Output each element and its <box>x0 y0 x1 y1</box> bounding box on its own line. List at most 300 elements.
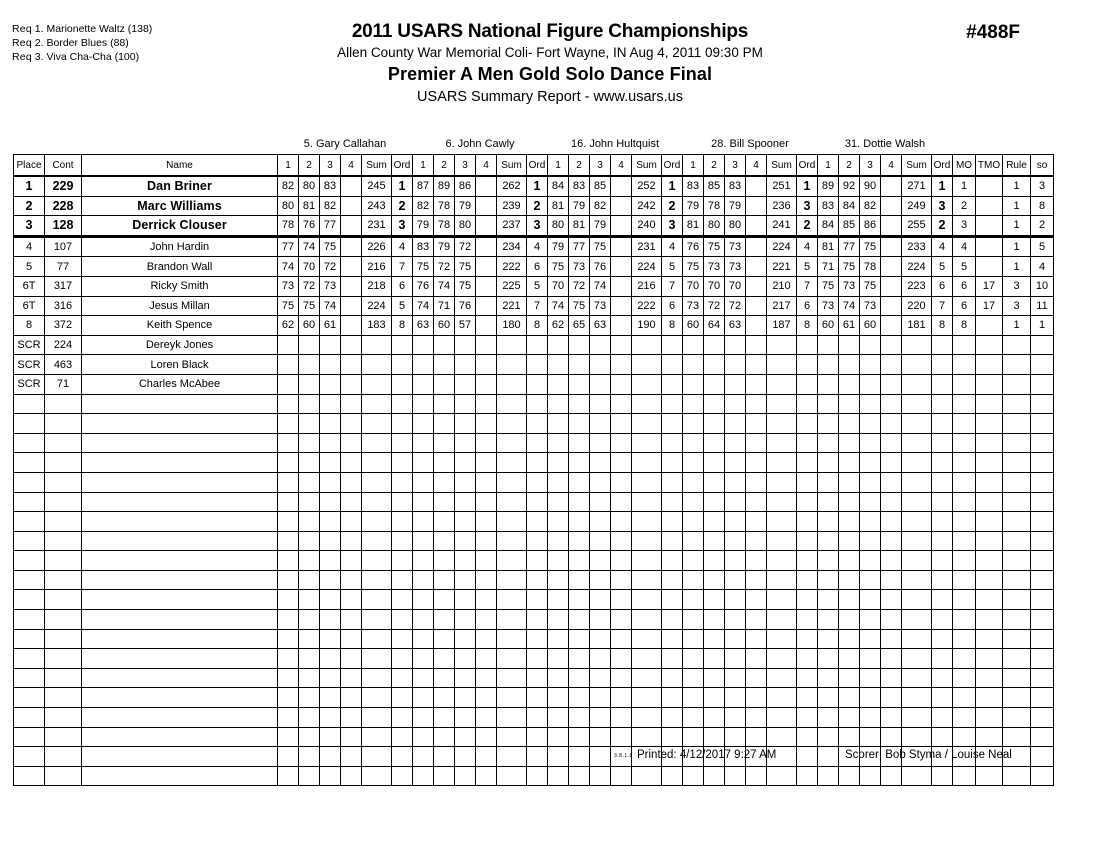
cell-judge5-score2: 84 <box>839 196 860 216</box>
cell-judge2-score4 <box>476 727 497 747</box>
judge-header-2: 6. John Cawly <box>445 137 515 150</box>
cell-cont <box>45 747 82 767</box>
cell-judge5-sum <box>902 610 932 630</box>
judge-header-3: 16. John Hultquist <box>570 137 660 150</box>
cell-judge3-score1: 80 <box>548 216 569 237</box>
cell-judge5-sum <box>902 335 932 355</box>
cell-judge3-score1 <box>548 492 569 512</box>
cell-judge3-score4 <box>611 531 632 551</box>
cell-judge1-sum <box>362 590 392 610</box>
cell-judge2-score2 <box>434 531 455 551</box>
cell-judge5-ord <box>932 453 953 473</box>
cell-judge3-score3 <box>590 394 611 414</box>
cell-judge1-score1: 73 <box>278 276 299 296</box>
cell-judge4-score4 <box>746 374 767 394</box>
cell-judge4-score2 <box>704 492 725 512</box>
cell-judge2-score2 <box>434 433 455 453</box>
cell-judge1-sum <box>362 394 392 414</box>
cell-judge4-sum: 187 <box>767 316 797 336</box>
cell-judge5-ord <box>932 610 953 630</box>
cell-judge1-score1 <box>278 708 299 728</box>
venue-line: Allen County War Memorial Coli- Fort Wayne, IN Aug 4, 2011 09:30 PM <box>337 45 763 60</box>
cell-judge2-score3: 57 <box>455 316 476 336</box>
column-header-judge1-ord: Ord <box>392 155 413 177</box>
cell-judge1-score4 <box>341 492 362 512</box>
cell-judge4-ord <box>797 512 818 532</box>
cell-so <box>1031 512 1054 532</box>
cell-judge2-score4 <box>476 747 497 767</box>
cell-judge2-sum: 225 <box>497 276 527 296</box>
cell-judge5-sum <box>902 414 932 434</box>
table-row[interactable] <box>14 296 1054 316</box>
cell-judge3-score3 <box>590 766 611 786</box>
column-header-judge5-score3: 3 <box>860 155 881 177</box>
cell-judge2-ord <box>527 453 548 473</box>
column-header-judge2-ord: Ord <box>527 155 548 177</box>
table-row-blank[interactable] <box>14 492 1054 512</box>
cell-so <box>1031 727 1054 747</box>
cell-place <box>14 727 45 747</box>
cell-judge2-ord <box>527 590 548 610</box>
version-text: 3.8.1.8 <box>614 753 633 759</box>
cell-judge4-score1 <box>683 414 704 434</box>
cell-judge3-score2 <box>569 433 590 453</box>
cell-so <box>1031 531 1054 551</box>
cell-judge1-score1 <box>278 374 299 394</box>
cell-judge4-score2: 80 <box>704 216 725 237</box>
cell-judge5-sum <box>902 727 932 747</box>
cell-judge2-score1 <box>413 570 434 590</box>
cell-judge4-ord <box>797 727 818 747</box>
cell-judge5-ord <box>932 512 953 532</box>
table-row-blank[interactable] <box>14 590 1054 610</box>
cell-judge2-score2 <box>434 766 455 786</box>
cell-cont: 229 <box>45 176 82 196</box>
cell-cont <box>45 649 82 669</box>
cell-judge1-score2 <box>299 374 320 394</box>
cell-judge5-score4 <box>881 551 902 571</box>
cell-rule <box>1003 766 1031 786</box>
requirement-number: 3. <box>34 51 44 63</box>
cell-judge4-score1: 83 <box>683 176 704 196</box>
cell-judge3-ord <box>662 727 683 747</box>
cell-name <box>82 688 278 708</box>
cell-judge3-score2 <box>569 453 590 473</box>
table-row[interactable] <box>14 355 1054 375</box>
cell-so <box>1031 335 1054 355</box>
cell-mo <box>953 472 976 492</box>
cell-judge1-score2 <box>299 766 320 786</box>
cell-judge5-score3 <box>860 394 881 414</box>
cell-judge4-score3: 63 <box>725 316 746 336</box>
cell-judge2-ord <box>527 335 548 355</box>
cell-name <box>82 668 278 688</box>
cell-judge1-score1 <box>278 433 299 453</box>
cell-judge4-score3 <box>725 492 746 512</box>
cell-judge5-score4 <box>881 531 902 551</box>
cell-judge3-score1 <box>548 512 569 532</box>
cell-judge3-score2 <box>569 708 590 728</box>
cell-judge4-sum <box>767 355 797 375</box>
cell-place: 1 <box>14 176 45 196</box>
cell-judge4-score3 <box>725 590 746 610</box>
cell-rule <box>1003 531 1031 551</box>
cell-judge1-ord <box>392 472 413 492</box>
cell-judge4-score4 <box>746 176 767 196</box>
cell-judge5-sum <box>902 492 932 512</box>
cell-judge1-score1: 74 <box>278 257 299 277</box>
table-row-blank[interactable] <box>14 708 1054 728</box>
cell-judge4-sum <box>767 531 797 551</box>
cell-judge1-sum <box>362 335 392 355</box>
cell-judge5-score4 <box>881 335 902 355</box>
cell-judge1-ord: 7 <box>392 257 413 277</box>
cell-judge1-ord: 6 <box>392 276 413 296</box>
cell-name <box>82 747 278 767</box>
cell-judge5-score3: 90 <box>860 176 881 196</box>
cell-judge2-score4 <box>476 472 497 492</box>
cell-judge3-score1 <box>548 355 569 375</box>
cell-judge5-ord <box>932 414 953 434</box>
table-row[interactable] <box>14 316 1054 336</box>
table-row-blank[interactable] <box>14 688 1054 708</box>
cell-judge4-ord: 4 <box>797 236 818 257</box>
cell-cont <box>45 394 82 414</box>
cell-judge4-score3 <box>725 355 746 375</box>
cell-judge1-sum <box>362 708 392 728</box>
results-table-body <box>14 133 1054 786</box>
cell-cont <box>45 708 82 728</box>
cell-judge1-sum <box>362 492 392 512</box>
cell-judge5-score1: 83 <box>818 196 839 216</box>
table-row[interactable] <box>14 257 1054 277</box>
cell-judge3-score4 <box>611 708 632 728</box>
cell-judge2-score2 <box>434 688 455 708</box>
cell-judge4-score2 <box>704 629 725 649</box>
cell-judge2-score1: 76 <box>413 276 434 296</box>
cell-rule: 1 <box>1003 196 1031 216</box>
cell-judge1-score2 <box>299 492 320 512</box>
cell-judge5-score2: 74 <box>839 296 860 316</box>
cell-judge4-score2 <box>704 708 725 728</box>
cell-so: 4 <box>1031 257 1054 277</box>
cell-judge4-score4 <box>746 453 767 473</box>
cell-judge3-ord <box>662 570 683 590</box>
cell-name <box>82 414 278 434</box>
cell-judge4-score2 <box>704 610 725 630</box>
cell-judge5-score4 <box>881 766 902 786</box>
column-header-name: Name <box>82 155 278 177</box>
cell-judge4-score1 <box>683 335 704 355</box>
table-row-blank[interactable] <box>14 766 1054 786</box>
cell-so: 8 <box>1031 196 1054 216</box>
cell-judge2-score4 <box>476 512 497 532</box>
cell-judge3-score2 <box>569 335 590 355</box>
cell-judge2-score3 <box>455 649 476 669</box>
cell-name <box>82 394 278 414</box>
cell-judge4-score1 <box>683 766 704 786</box>
cell-judge2-score3: 79 <box>455 196 476 216</box>
cell-judge1-score3 <box>320 492 341 512</box>
cell-judge2-score3: 75 <box>455 257 476 277</box>
cell-judge4-ord <box>797 688 818 708</box>
table-row-blank[interactable] <box>14 727 1054 747</box>
cell-place <box>14 453 45 473</box>
cell-judge4-score2: 75 <box>704 236 725 257</box>
cell-judge1-ord <box>392 551 413 571</box>
cell-mo <box>953 766 976 786</box>
table-row-blank[interactable] <box>14 668 1054 688</box>
cell-judge2-sum <box>497 688 527 708</box>
cell-judge3-score2 <box>569 512 590 532</box>
table-row-blank[interactable] <box>14 453 1054 473</box>
cell-judge2-score3: 86 <box>455 176 476 196</box>
table-row-blank[interactable] <box>14 433 1054 453</box>
cell-judge3-ord <box>662 394 683 414</box>
table-row-blank[interactable] <box>14 610 1054 630</box>
cell-cont: 316 <box>45 296 82 316</box>
cell-judge2-ord: 8 <box>527 316 548 336</box>
cell-judge5-score1 <box>818 649 839 669</box>
cell-mo <box>953 649 976 669</box>
cell-judge4-sum: 224 <box>767 236 797 257</box>
cell-judge2-score4 <box>476 708 497 728</box>
cell-so <box>1031 414 1054 434</box>
cell-judge3-score4 <box>611 414 632 434</box>
table-row-blank[interactable] <box>14 531 1054 551</box>
cell-judge5-score4 <box>881 708 902 728</box>
cell-judge1-score3 <box>320 355 341 375</box>
cell-judge3-score1 <box>548 374 569 394</box>
cell-judge5-score4 <box>881 374 902 394</box>
cell-judge5-score1 <box>818 492 839 512</box>
cell-mo <box>953 708 976 728</box>
cell-name <box>82 766 278 786</box>
cell-place <box>14 766 45 786</box>
cell-judge5-ord <box>932 472 953 492</box>
cell-judge5-sum: 255 <box>902 216 932 237</box>
cell-judge3-score1 <box>548 708 569 728</box>
cell-judge3-sum <box>632 688 662 708</box>
cell-judge3-sum <box>632 531 662 551</box>
cell-judge1-score3 <box>320 512 341 532</box>
table-row-blank[interactable] <box>14 649 1054 669</box>
cell-so: 5 <box>1031 236 1054 257</box>
cell-judge1-score2 <box>299 355 320 375</box>
cell-judge5-sum <box>902 668 932 688</box>
cell-judge3-score3 <box>590 433 611 453</box>
cell-judge4-score3 <box>725 708 746 728</box>
cell-judge5-ord <box>932 590 953 610</box>
table-row-blank[interactable] <box>14 512 1054 532</box>
cell-so: 10 <box>1031 276 1054 296</box>
cell-judge5-score1: 84 <box>818 216 839 237</box>
cell-judge2-sum <box>497 551 527 571</box>
cell-judge4-score3 <box>725 472 746 492</box>
cell-judge3-sum: 216 <box>632 276 662 296</box>
cell-judge1-ord <box>392 492 413 512</box>
cell-judge5-score1 <box>818 531 839 551</box>
cell-judge3-score1: 75 <box>548 257 569 277</box>
cell-judge2-sum: 221 <box>497 296 527 316</box>
cell-tmo <box>976 414 1003 434</box>
table-row-blank[interactable] <box>14 414 1054 434</box>
cell-judge2-ord <box>527 708 548 728</box>
cell-judge4-ord <box>797 414 818 434</box>
cell-judge4-sum <box>767 512 797 532</box>
cell-mo <box>953 394 976 414</box>
cell-judge2-score2 <box>434 590 455 610</box>
cell-judge5-score1: 89 <box>818 176 839 196</box>
cell-place: 6T <box>14 296 45 316</box>
cell-mo <box>953 433 976 453</box>
cell-judge1-score1: 62 <box>278 316 299 336</box>
cell-judge4-ord <box>797 394 818 414</box>
cell-judge2-score3: 72 <box>455 236 476 257</box>
cell-judge4-score3: 83 <box>725 176 746 196</box>
cell-judge2-score4 <box>476 296 497 316</box>
cell-judge2-score2 <box>434 668 455 688</box>
cell-judge4-sum <box>767 766 797 786</box>
table-row-blank[interactable] <box>14 551 1054 571</box>
cell-judge4-score1 <box>683 629 704 649</box>
cell-judge1-sum <box>362 531 392 551</box>
cell-judge4-score1 <box>683 531 704 551</box>
cell-judge1-sum <box>362 649 392 669</box>
cell-judge1-sum <box>362 668 392 688</box>
cell-judge4-score4 <box>746 727 767 747</box>
cell-judge5-ord: 1 <box>932 176 953 196</box>
cell-judge5-ord <box>932 355 953 375</box>
cell-judge4-score4 <box>746 610 767 630</box>
cell-rule <box>1003 649 1031 669</box>
cell-judge1-score1 <box>278 727 299 747</box>
cell-judge4-sum <box>767 629 797 649</box>
cell-judge1-score4 <box>341 414 362 434</box>
cell-judge4-ord: 5 <box>797 257 818 277</box>
cell-judge4-score1 <box>683 727 704 747</box>
cell-judge4-ord <box>797 433 818 453</box>
cell-judge3-score3 <box>590 335 611 355</box>
cell-judge1-score3 <box>320 766 341 786</box>
cell-judge4-score2: 72 <box>704 296 725 316</box>
cell-judge2-sum <box>497 472 527 492</box>
cell-judge2-sum <box>497 668 527 688</box>
cell-judge4-score4 <box>746 257 767 277</box>
table-row-blank[interactable] <box>14 570 1054 590</box>
cell-judge1-ord <box>392 374 413 394</box>
cell-judge5-score2: 85 <box>839 216 860 237</box>
cell-name <box>82 433 278 453</box>
cell-rule <box>1003 453 1031 473</box>
table-row[interactable] <box>14 176 1054 196</box>
cell-judge4-score4 <box>746 531 767 551</box>
table-row[interactable] <box>14 216 1054 237</box>
cell-judge4-score1 <box>683 708 704 728</box>
cell-judge3-ord <box>662 472 683 492</box>
cell-judge5-ord <box>932 570 953 590</box>
cell-mo <box>953 570 976 590</box>
cell-judge5-score3 <box>860 668 881 688</box>
cell-judge3-score2 <box>569 414 590 434</box>
cell-judge4-score1 <box>683 394 704 414</box>
cell-judge1-score1: 78 <box>278 216 299 237</box>
requirement-label: Req <box>12 51 32 63</box>
cell-judge2-score1: 75 <box>413 257 434 277</box>
cell-judge5-score1 <box>818 747 839 767</box>
cell-judge2-score1: 83 <box>413 236 434 257</box>
cell-judge2-sum: 262 <box>497 176 527 196</box>
cell-judge5-score4 <box>881 590 902 610</box>
cell-judge2-score2: 60 <box>434 316 455 336</box>
cell-judge5-score2: 92 <box>839 176 860 196</box>
table-row[interactable] <box>14 335 1054 355</box>
table-row-blank[interactable] <box>14 472 1054 492</box>
requirement-number: 2. <box>34 37 44 49</box>
cell-rule <box>1003 610 1031 630</box>
cell-judge4-ord <box>797 668 818 688</box>
cell-judge1-ord <box>392 629 413 649</box>
cell-judge2-score3 <box>455 668 476 688</box>
cell-judge3-score1 <box>548 414 569 434</box>
cell-judge1-score3 <box>320 433 341 453</box>
cell-so <box>1031 394 1054 414</box>
cell-judge3-ord: 2 <box>662 196 683 216</box>
cell-judge3-score3: 79 <box>590 216 611 237</box>
cell-judge3-sum <box>632 668 662 688</box>
cell-judge1-score2 <box>299 551 320 571</box>
cell-judge5-score4 <box>881 433 902 453</box>
cell-judge1-sum: 224 <box>362 296 392 316</box>
cell-judge5-score2: 61 <box>839 316 860 336</box>
cell-judge4-score4 <box>746 276 767 296</box>
cell-judge1-score4 <box>341 196 362 216</box>
cell-judge5-score4 <box>881 296 902 316</box>
requirement-label: Req <box>12 37 32 49</box>
cell-judge5-score2: 73 <box>839 276 860 296</box>
cell-judge1-sum <box>362 727 392 747</box>
cell-judge5-ord: 8 <box>932 316 953 336</box>
cell-judge2-score3 <box>455 590 476 610</box>
table-row[interactable] <box>14 236 1054 257</box>
scorer-text: Scorer: Bob Styma / Louise Neal <box>845 749 1012 761</box>
cell-mo <box>953 688 976 708</box>
table-row-blank[interactable] <box>14 394 1054 414</box>
table-row-blank[interactable] <box>14 629 1054 649</box>
cell-judge5-ord <box>932 531 953 551</box>
cell-judge3-score4 <box>611 257 632 277</box>
cell-judge1-score3: 73 <box>320 276 341 296</box>
cell-so <box>1031 668 1054 688</box>
table-row[interactable] <box>14 196 1054 216</box>
cell-judge4-ord <box>797 629 818 649</box>
cell-judge1-sum <box>362 551 392 571</box>
cell-judge5-ord <box>932 335 953 355</box>
cell-judge3-score4 <box>611 766 632 786</box>
cell-name: Loren Black <box>82 355 278 375</box>
cell-judge2-sum <box>497 335 527 355</box>
table-row[interactable] <box>14 374 1054 394</box>
table-row[interactable] <box>14 276 1054 296</box>
cell-judge3-ord <box>662 374 683 394</box>
cell-judge4-score1: 70 <box>683 276 704 296</box>
cell-mo: 8 <box>953 316 976 336</box>
cell-tmo <box>976 472 1003 492</box>
cell-judge4-score2 <box>704 414 725 434</box>
cell-judge4-score4 <box>746 335 767 355</box>
cell-judge1-score3 <box>320 551 341 571</box>
cell-judge5-score3 <box>860 688 881 708</box>
